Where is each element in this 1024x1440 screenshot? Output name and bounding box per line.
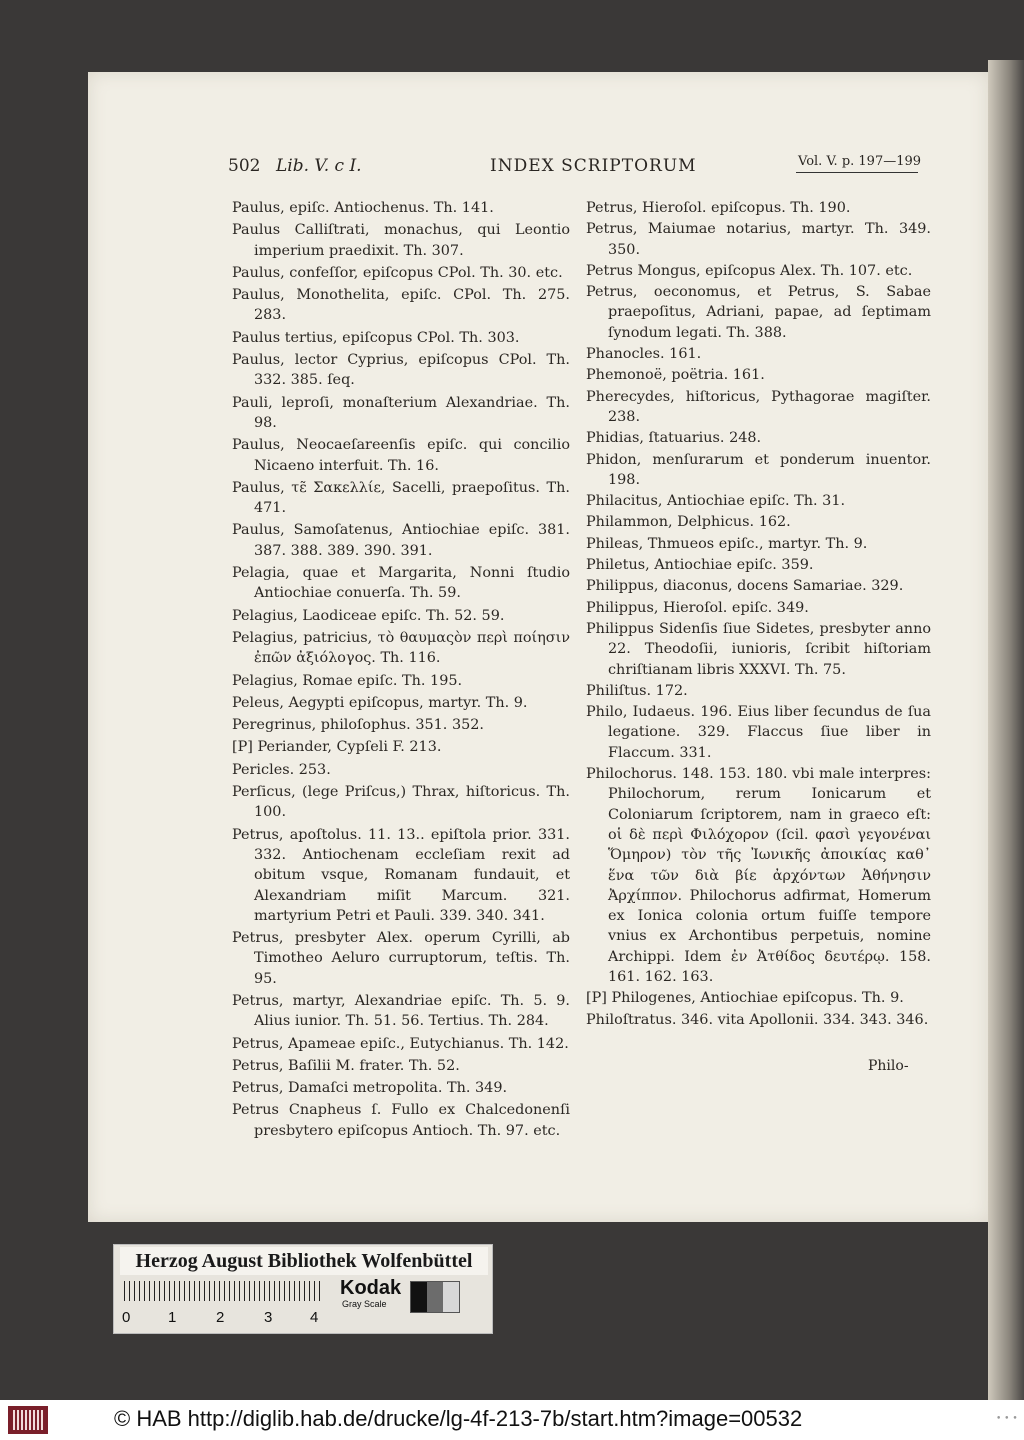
gray-swatch (411, 1282, 427, 1312)
index-entry: Petrus, Hieroſol. epiſcopus. Th. 190. (586, 200, 851, 216)
index-entry: Philammon, Delphicus. 162. (586, 514, 791, 531)
index-entry: Phanocles. 161. (586, 346, 702, 363)
hab-logo-icon (8, 1406, 48, 1434)
index-entry: Philippus Sidenſis ſiue Sidetes, presbyter anno 22. Theodoſii, iunioris, ſcribit hiſtoriam chriſtianam libris XXXVI. Th. 75. (586, 620, 931, 678)
header-rule (796, 172, 918, 173)
ruler-number: 2 (216, 1309, 225, 1326)
index-entry: Philochorus. 148. 153. 180. vbi male interpres: Philochorum, rerum Ionicarum et Coloniarum ſcriptorem, nam in graeco eſt: οἱ δὲ περὶ Φιλόχορον (ſcil. φασὶ γεγονέναι Ὅμηρον) τὸν τῆς Ἰωνικῆς ἀποικίας καθ᾽ ἕνα τῶν διὰ βίε ἀρχόντων Ἀθήνησιν Ἀρχίππον. Philochorus adfirmat, Homerum ex Ionica colonia ortum fuiſſe tempore vnius ex Archontibus perpetuis, nomine Archippi. Idem ἐν Ἀτθίδος δευτέρῳ. 158. 161. 162. 163. (586, 766, 931, 985)
index-entry: Pelagius, Romae epiſc. Th. 195. (232, 672, 463, 689)
index-entry: Petrus, oeconomus, et Petrus, S. Sabae praepoſitus, Adriani, papae, ad ſeptimam ſynodum legati. Th. 388. (586, 284, 931, 341)
copyright-link[interactable]: © HAB http://diglib.hab.de/drucke/lg-4f-213-7b/start.htm?image=00532 (114, 1406, 803, 1431)
index-entry: Paulus tertius, epiſcopus CPol. Th. 303. (232, 329, 520, 346)
index-entry: Philippus, diaconus, docens Samariae. 329. (586, 578, 904, 595)
volume-reference: Vol. V. p. 197—199 (798, 154, 922, 169)
index-entry: Philo, Iudaeus. 196. Eius liber ſecundus de ſua legatione. 329. Flaccus ſiue liber in Flaccum. 331. (586, 704, 931, 761)
index-entry: Perſicus, (lege Priſcus,) Thrax, hiſtoricus. Th. 100. (232, 784, 570, 821)
ruler-number: 4 (310, 1309, 319, 1326)
kodak-logo: Kodak (340, 1277, 402, 1299)
color-target (113, 1244, 493, 1334)
index-entry: Pauli, leproſi, monaſterium Alexandriae. Th. 98. (232, 394, 570, 431)
index-entry: Petrus, Damaſci metropolita. Th. 349. (232, 1080, 508, 1097)
gray-scale-label: Gray Scale (342, 1299, 387, 1309)
index-entry: Philacitus, Antiochiae epiſc. Th. 31. (586, 493, 846, 510)
gray-swatch (427, 1282, 443, 1312)
index-entry: Phidias, ſtatuarius. 248. (586, 430, 762, 447)
index-entry: Philippus, Hieroſol. epiſc. 349. (586, 599, 809, 616)
index-entry: Paulus, τε̃ Σακελλίε, Sacelli, praepoſitus. Th. 471. (232, 479, 570, 517)
index-entry: Philiſtus. 172. (586, 682, 688, 699)
index-entry: Paulus, Monothelita, epiſc. CPol. Th. 275. 283. (232, 287, 570, 324)
catchword: Philo- (868, 1058, 909, 1074)
index-entry: Phemonoë, poëtria. 161. (586, 367, 765, 384)
index-entry: Petrus, presbyter Alex. operum Cyrilli, ab Timotheo Aeluro curruptorum, teſtis. Th. 95. (232, 930, 570, 987)
index-entry: Peregrinus, philoſophus. 351. 352. (232, 717, 484, 734)
ruler-number: 1 (168, 1309, 177, 1326)
page-number: 502 (228, 156, 261, 176)
index-entry: Paulus, epiſc. Antiochenus. Th. 141. (232, 200, 494, 216)
index-entry: Petrus Mongus, epiſcopus Alex. Th. 107. etc. (586, 262, 913, 279)
index-entry: Petrus Cnapheus ſ. Fullo ex Chalcedonenſi presbytero epiſcopus Antioch. Th. 97. etc. (232, 1102, 570, 1139)
index-entry: Petrus, Baſilii M. frater. Th. 52. (232, 1057, 460, 1074)
index-entry: Petrus, Apameae epiſc., Eutychianus. Th. 142. (232, 1035, 569, 1052)
index-entry: Paulus, confeſſor, epiſcopus CPol. Th. 30. etc. (232, 264, 563, 281)
page-edge (988, 60, 1024, 1400)
running-header (228, 156, 928, 182)
index-entry: Phidon, menſurarum et ponderum inuentor. 198. (586, 451, 931, 488)
index-entry: Paulus, Samoſatenus, Antiochiae epiſc. 381. 387. 388. 389. 390. 391. (232, 522, 570, 559)
index-entry: Philoſtratus. 346. vita Apollonii. 334. 343. 346. (586, 1011, 929, 1028)
gray-swatches (410, 1281, 460, 1313)
index-entry: Pherecydes, hiſtoricus, Pythagorae magiſter. 238. (586, 388, 931, 425)
index-column-left (232, 198, 570, 1143)
index-entry: [P] Philogenes, Antiochiae epiſcopus. Th. 9. (586, 990, 904, 1007)
ruler-number: 3 (264, 1309, 273, 1326)
index-entry: [P] Periander, Cypſeli F. 213. (232, 739, 442, 756)
dots-icon: • • • (996, 1414, 1018, 1424)
library-name: Herzog August Bibliothek Wolfenbüttel (120, 1247, 488, 1275)
page-title: INDEX SCRIPTORUM (490, 156, 697, 176)
index-entry: Petrus, martyr, Alexandriae epiſc. Th. 5. 9. Alius iunior. Th. 51. 56. Tertius. Th. 284. (232, 992, 570, 1030)
index-entry: Petrus, apoſtolus. 11. 13.. epiſtola prior. 331. 332. Antiochenam eccleſiam rexit ad obitum vsque, Romanam fundauit, et Alexandriam miſit Marcum. 321. martyrium Petri et Pauli. 339. 340. 341. (232, 826, 570, 924)
index-entry: Peleus, Aegypti epiſcopus, martyr. Th. 9. (232, 694, 528, 711)
gray-swatch (443, 1282, 459, 1312)
index-entry: Paulus Calliſtrati, monachus, qui Leontio imperium praedixit. Th. 307. (232, 222, 570, 259)
index-entry: Pericles. 253. (232, 761, 331, 778)
section-label: Lib. V. c I. (276, 156, 362, 176)
index-entry: Petrus, Maiumae notarius, martyr. Th. 349. 350. (586, 221, 931, 258)
index-entry: Phileas, Thmueos epiſc., martyr. Th. 9. (586, 535, 868, 552)
index-entry: Pelagius, patricius, τὸ θαυμαςὸν περὶ ποίησιν ἐπῶν ἀξιόλογος. Th. 116. (232, 629, 570, 667)
index-entry: Pelagius, Laodiceae epiſc. Th. 52. 59. (232, 607, 505, 624)
index-entry: Paulus, lector Cyprius, epiſcopus CPol. Th. 332. 385. ſeq. (232, 352, 570, 389)
ruler-number: 0 (122, 1309, 131, 1326)
index-column-right (586, 198, 931, 1031)
index-entry: Philetus, Antiochiae epiſc. 359. (586, 557, 814, 574)
index-entry: Pelagia, quae et Margarita, Nonni ſtudio Antiochiae conuerſa. Th. 59. (232, 565, 570, 602)
measurement-ruler (124, 1281, 322, 1301)
index-entry: Paulus, Neocaeſareenſis epiſc. qui concilio Nicaeno interfuit. Th. 16. (232, 437, 570, 474)
footer-bar (0, 1400, 1024, 1440)
